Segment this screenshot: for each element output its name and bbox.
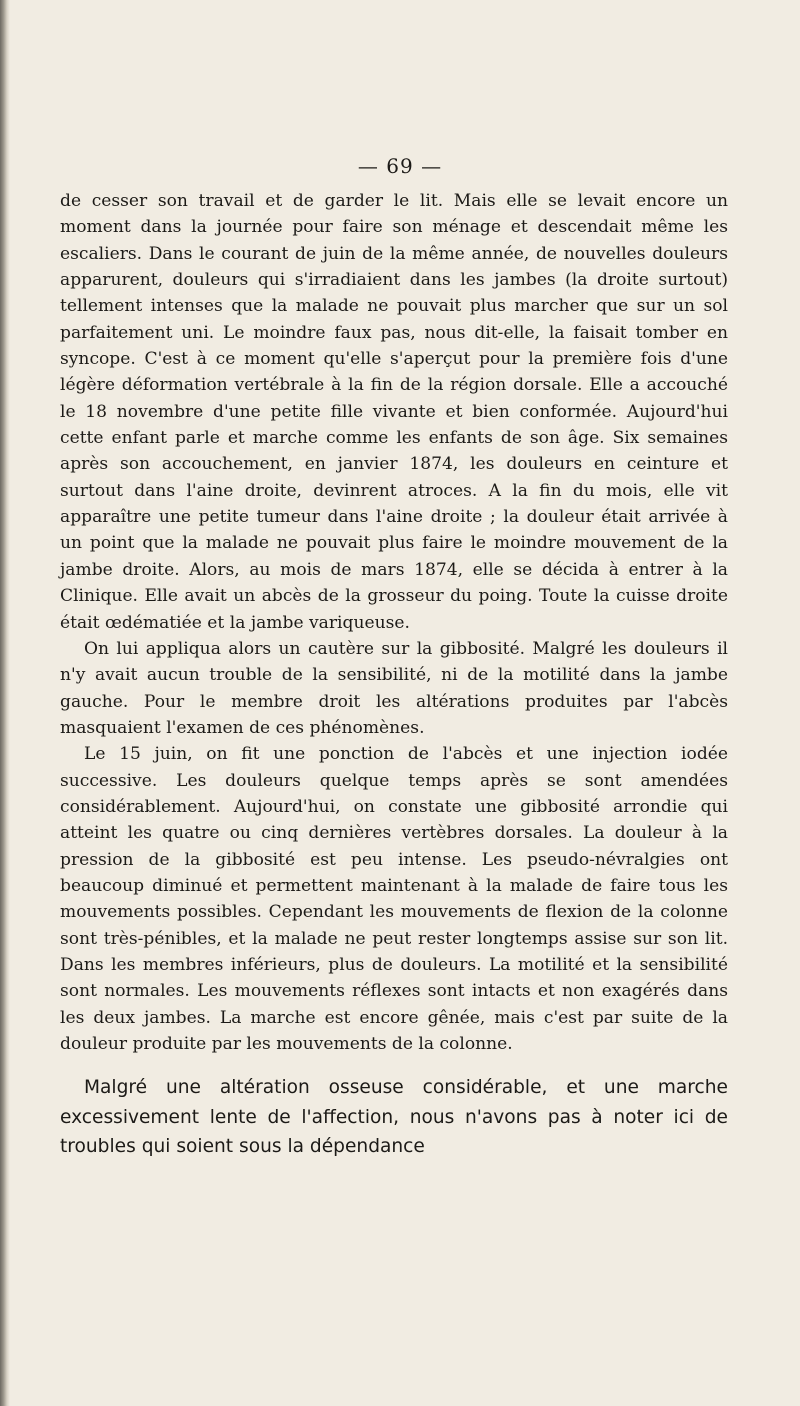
paragraph-puncture: Le 15 juin, on fit une ponction de l'abcès et une injection iodée successive. Les douleurs quelque temps après se sont amendées considérablement. Aujourd'hui, on constate une gibbosité arrondie qui atteint les quatre ou cinq dernières vertèbres dorsales. La douleur à la pression de la gibbosité est peu intense. Les pseudo-névralgies ont beaucoup diminué et permettent maintenant à la malade de faire tous les mouvements possibles. Cependant les mouvements de flexion de la colonne sont très-pénibles, et la malade ne peut rester longtemps assise sur son lit. Dans les membres inférieurs, plus de douleurs. La motilité et la sensibilité sont normales. Les mouvements réflexes sont intacts et non exagérés dans les deux jambes. La marche est encore gênée, mais c'est par suite de la douleur produite par les mouvements de la colonne. [60, 744, 728, 1054]
page-binding-edge [0, 0, 10, 1406]
paragraph-symptoms: de cesser son travail et de garder le lit. Mais elle se levait encore un moment dans la journée pour faire son ménage et descendait même les escaliers. Dans le courant de juin de la même année, de nouvelles douleurs apparurent, douleurs qui s'irradiaient dans les jambes (la droite surtout) tellement intenses que la malade ne pouvait plus marcher que sur un sol parfaitement uni. Le moindre faux pas, nous dit-elle, la faisait tomber en syncope. C'est à ce moment qu'elle s'aperçut pour la première fois d'une légère déformation vertébrale à la fin de la région dorsale. Elle a accouché le 18 novembre d'une petite fille vivante et bien conformée. Aujourd'hui cette enfant parle et marche comme les enfants de son âge. Six semaines après son accouchement, en janvier 1874, les douleurs en ceinture et surtout dans l'aine droite, devinrent atroces. A la fin du mois, elle vit apparaître une petite tumeur dans l'aine droite ; la douleur était arrivée à un point que la malade ne pouvait plus faire le moindre mouvement de la jambe droite. Alors, au mois de mars 1874, elle se décida à entrer à la Clinique. Elle avait un abcès de la grosseur du poing. Toute la cuisse droite était œdématiée et la jambe variqueuse. [60, 191, 728, 633]
page-number: — 69 — [357, 154, 443, 178]
paragraph-conclusion: Malgré une altération osseuse considérable, et une marche excessivement lente de l'affection, nous n'avons pas à noter ici de troubles qui soient sous la dépendance [60, 1077, 728, 1157]
case-report-text [60, 188, 728, 1057]
paragraph-cautery: On lui appliqua alors un cautère sur la gibbosité. Malgré les douleurs il n'y avait aucun trouble de la sensibilité, ni de la motilité dans la jambe gauche. Pour le membre droit les altérations produites par l'abcès masquaient l'examen de ces phénomènes. [60, 638, 728, 738]
